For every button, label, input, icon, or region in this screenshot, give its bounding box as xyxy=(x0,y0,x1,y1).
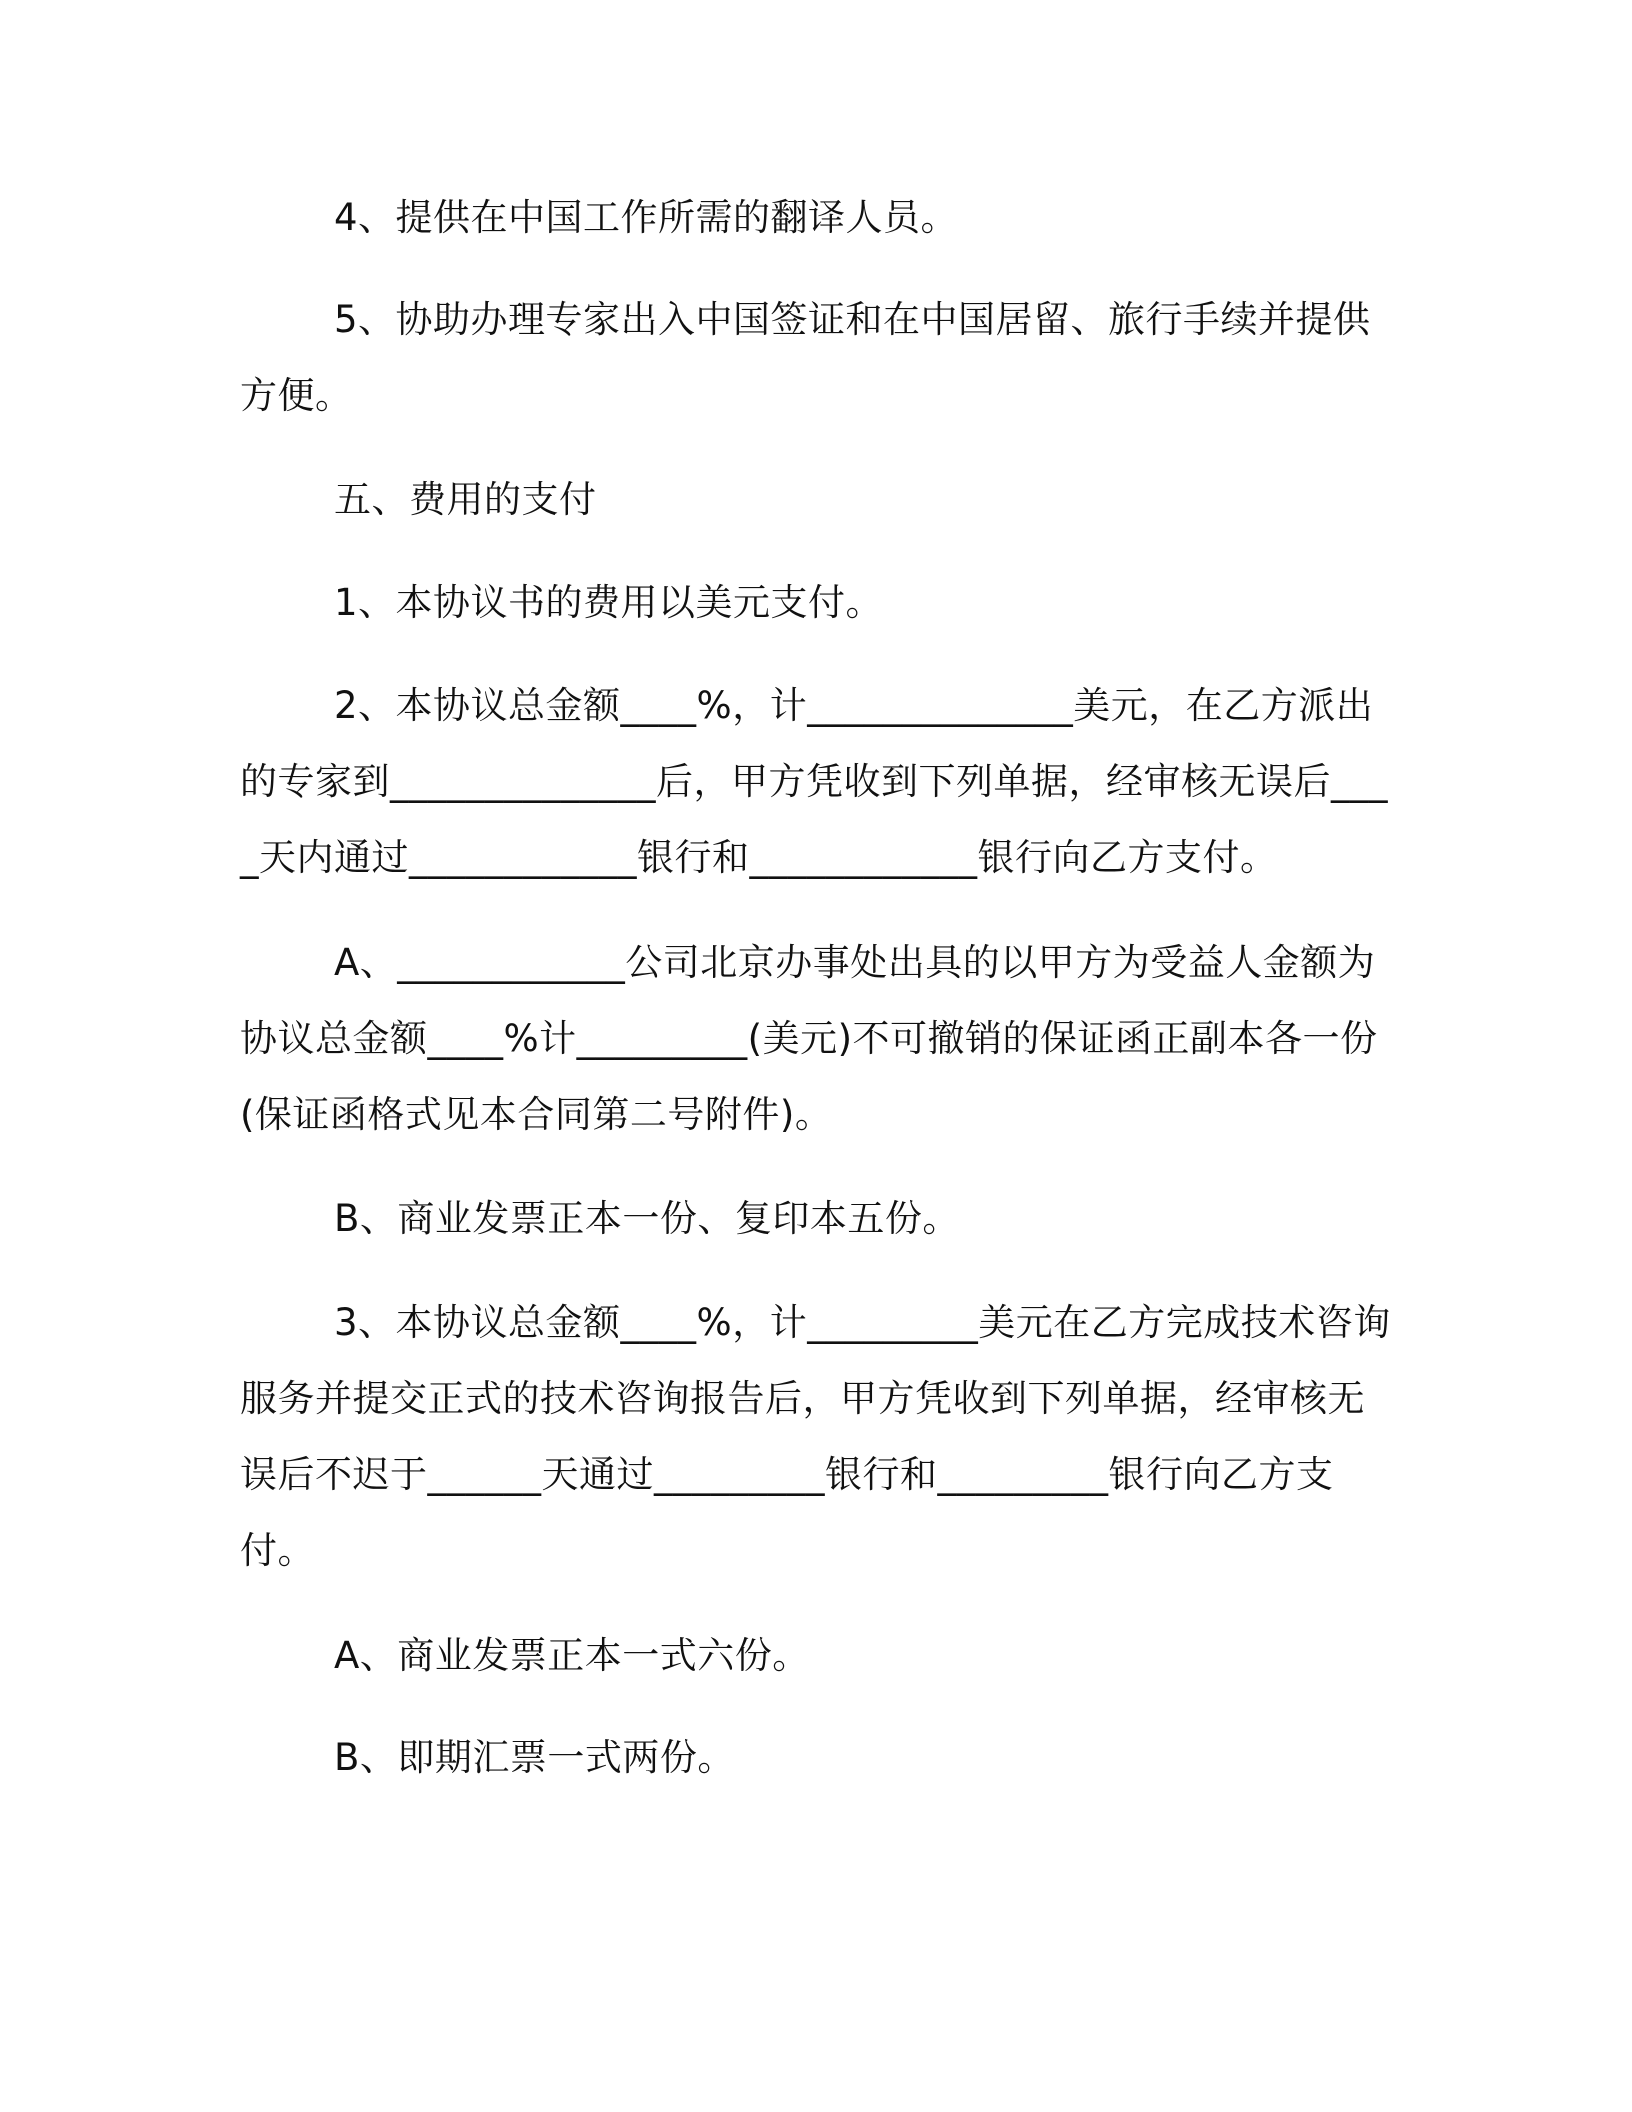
paragraph-clause-2b: B、商业发票正本一份、复印本五份。 xyxy=(334,1197,960,1240)
paragraph-clause-1: 1、本协议书的费用以美元支付。 xyxy=(334,581,884,624)
paragraph-item-5: 5、协助办理专家出入中国签证和在中国居留、旅行手续并提供方便。 xyxy=(240,298,1371,417)
paragraph-clause-2: 2、本协议总金额____%，计______________美元，在乙方派出的专家到______________后，甲方凭收到下列单据，经审核无误后____天内通过____________银行和____________银行向乙方支付。 xyxy=(240,684,1388,879)
paragraph-clause-3b: B、即期汇票一式两份。 xyxy=(334,1736,735,1779)
section-heading-payment: 五、费用的支付 xyxy=(334,478,597,521)
paragraph-clause-3: 3、本协议总金额____%，计_________美元在乙方完成技术咨询服务并提交正式的技术咨询报告后，甲方凭收到下列单据，经审核无误后不迟于______天通过_________银行和_________银行向乙方支付。 xyxy=(240,1301,1391,1572)
paragraph-clause-3a: A、商业发票正本一式六份。 xyxy=(334,1634,810,1677)
paragraph-item-4: 4、提供在中国工作所需的翻译人员。 xyxy=(334,196,959,239)
paragraph-clause-2a: A、____________公司北京办事处出具的以甲方为受益人金额为协议总金额____%计_________(美元)不可撤销的保证函正副本各一份(保证函格式见本合同第二号附件)。 xyxy=(240,941,1378,1136)
